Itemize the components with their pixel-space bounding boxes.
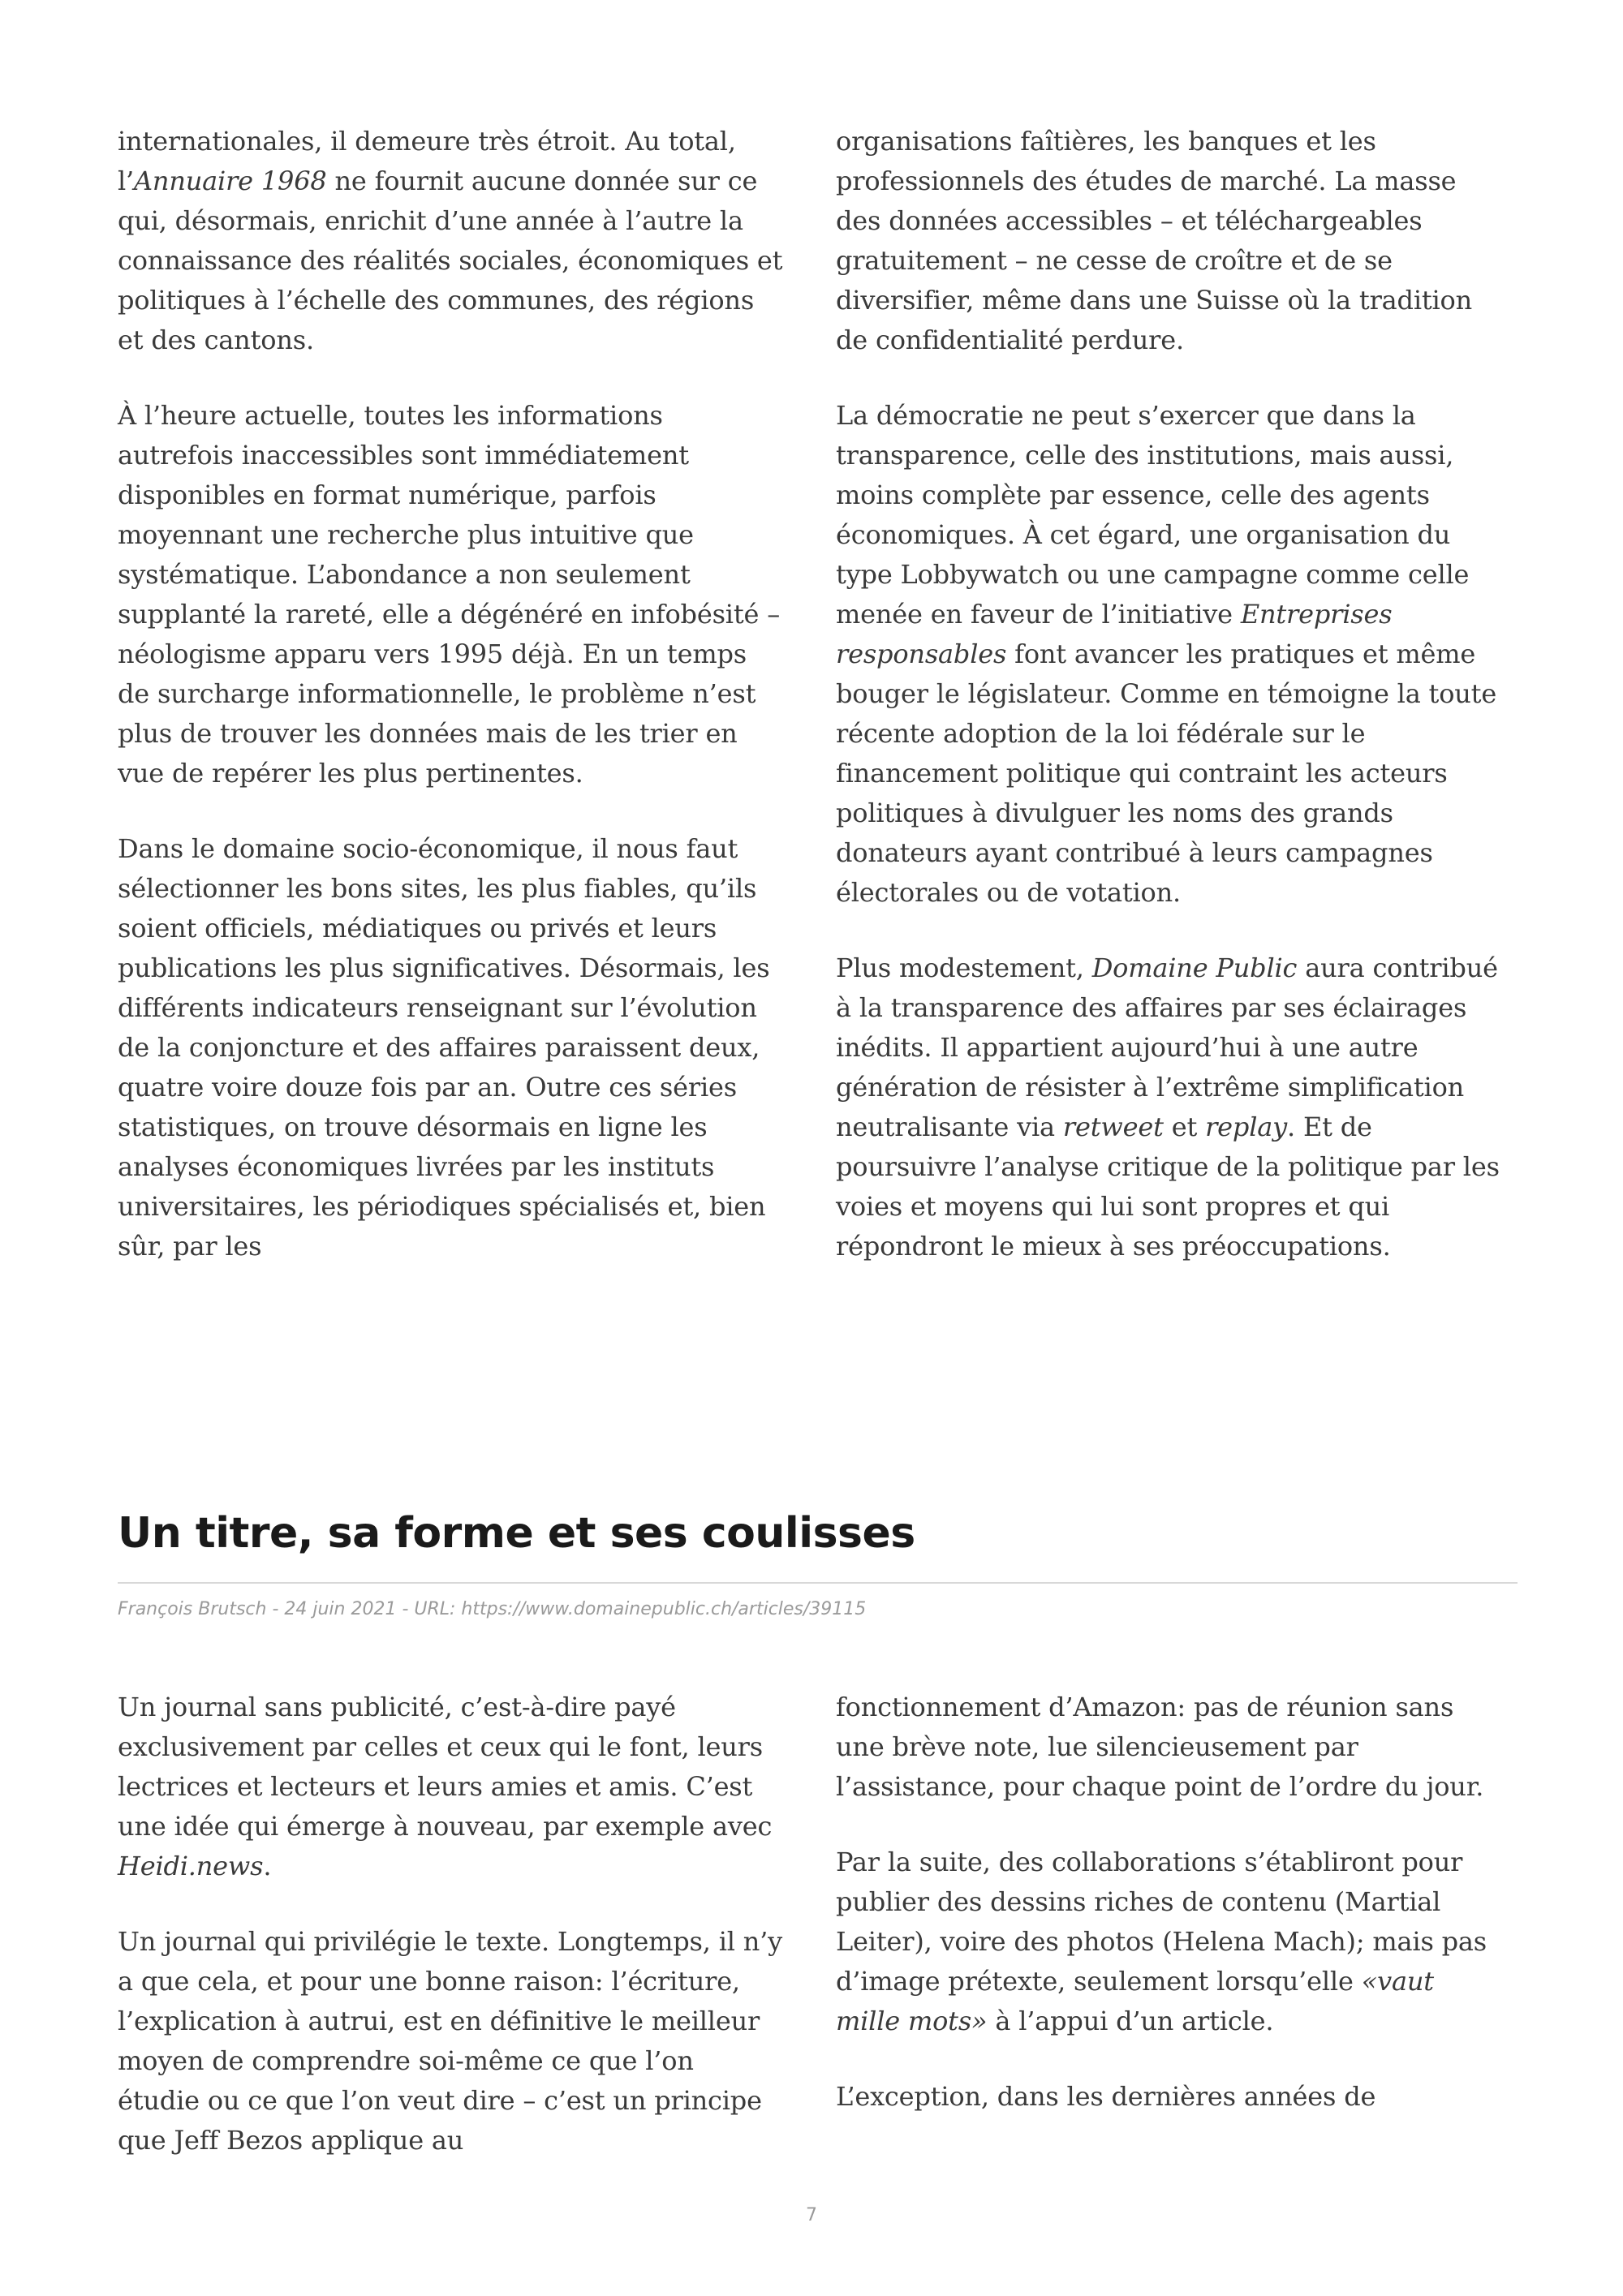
article-title: Un titre, sa forme et ses coulisses (118, 1509, 915, 1558)
paragraph: La démocratie ne peut s’exercer que dans la transparence, celle des institutions, mais aussi, moins complète par essence, celle des agents économiques. À cet égard, une organisation du type Lobbywatch ou une campagne comme celle menée en faveur de l’initiative Entreprises responsables font avancer les pratiques et même bouger le législateur. Comme en témoigne la toute récente adoption de la loi fédérale sur le financement politique qui contraint les acteurs politiques à divulguer les noms des grands donateurs ayant contribué à leurs campagnes électorales ou de votation. (836, 400, 1497, 908)
article-left-column (118, 1688, 783, 2161)
page-number: 7 (806, 2205, 817, 2225)
paragraph: Par la suite, des collaborations s’établiront pour publier des dessins riches de contenu (Martial Leiter), voire des photos (Helena Mach); mais pas d’image prétexte, seulement lorsqu’elle «vaut mille mots» à l’appui d’un article. (836, 1847, 1487, 2036)
paragraph: Un journal sans publicité, c’est-à-dire payé exclusivement par celles et ceux qui le font, leurs lectrices et lecteurs et leurs amies et amis. C’est une idée qui émerge à nouveau, par exemple avec Heidi.news. (118, 1692, 773, 1881)
top-right-column (836, 122, 1501, 1266)
top-left-column (118, 122, 783, 1266)
paragraph: L’exception, dans les dernières années de (836, 2081, 1376, 2112)
paragraph: Dans le domaine socio-économique, il nous faut sélectionner les bons sites, les plus fiables, qu’ils soient officiels, médiatiques ou privés et leurs publications les plus significatives. Désormais, les différents indicateurs renseignant sur l’évolution de la conjoncture et des affaires paraissent deux, quatre voire douze fois par an. Outre ces séries statistiques, on trouve désormais en ligne les analyses économiques livrées par les instituts universitaires, les périodiques spécialisés et, bien sûr, par les (118, 833, 770, 1262)
paragraph: Un journal qui privilégie le texte. Longtemps, il n’y a que cela, et pour une bonne raison: l’écriture, l’explication à autrui, est en définitive le meilleur moyen de comprendre soi-même ce que l’on étudie ou ce que l’on veut dire – c’est un principe que Jeff Bezos applique au (118, 1926, 782, 2156)
paragraph: organisations faîtières, les banques et les professionnels des études de marché. La masse des données accessibles – et téléchargeables gratuitement – ne cesse de croître et de se diversifier, même dans une Suisse où la tradition de confidentialité perdure. (836, 126, 1473, 355)
paragraph: fonctionnement d’Amazon: pas de réunion sans une brève note, lue silencieusement par l’assistance, pour chaque point de l’ordre du jour. (836, 1692, 1484, 1802)
paragraph: internationales, il demeure très étroit. Au total, l’Annuaire 1968 ne fournit aucune donnée sur ce qui, désormais, enrichit d’une année à l’autre la connaissance des réalités sociales, économiques et politiques à l’échelle des communes, des régions et des cantons. (118, 126, 783, 355)
article-right-column (836, 1688, 1501, 2117)
article-byline: François Brutsch - 24 juin 2021 - URL: https://www.domainepublic.ch/articles/39115 (118, 1599, 867, 1619)
title-divider (118, 1582, 1518, 1584)
paragraph: À l’heure actuelle, toutes les informations autrefois inaccessibles sont immédiatement disponibles en format numérique, parfois moyennant une recherche plus intuitive que systématique. L’abondance a non seulement supplanté la rareté, elle a dégénéré en infobésité – néologisme apparu vers 1995 déjà. En un temps de surcharge informationnelle, le problème n’est plus de trouver les données mais de les trier en vue de repérer les plus pertinentes. (118, 400, 781, 789)
paragraph: Plus modestement, Domaine Public aura contribué à la transparence des affaires par ses éclairages inédits. Il appartient aujourd’hui à une autre génération de résister à l’extrême simplification neutralisante via retweet et replay. Et de poursuivre l’analyse critique de la politique par les voies et moyens qui lui sont propres et qui répondront le mieux à ses préoccupations. (836, 952, 1500, 1262)
